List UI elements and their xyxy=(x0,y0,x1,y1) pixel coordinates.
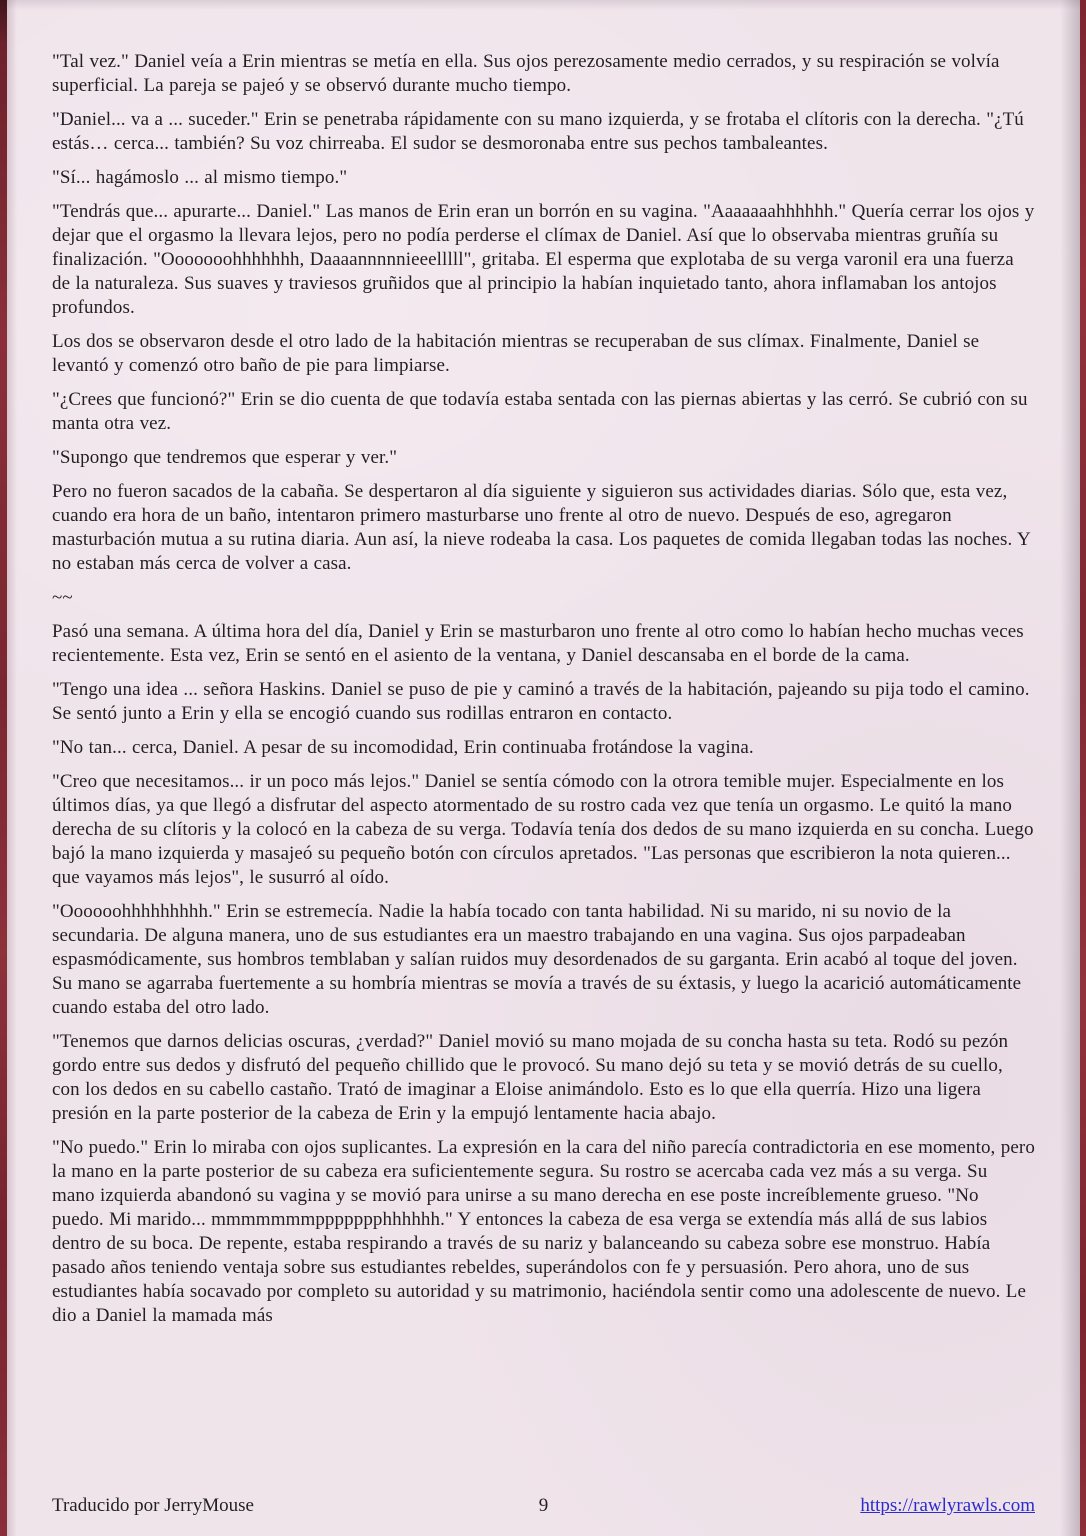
story-text-block xyxy=(52,50,1035,1338)
site-link-container xyxy=(548,1494,1035,1518)
paragraph: Pasó una semana. A última hora del día, Daniel y Erin se masturbaron uno frente al otro como lo habían hecho muchas veces recientemente. Esta vez, Erin se sentó en el asiento de la ventana, y Daniel descansaba en el borde de la cama. xyxy=(52,621,1024,666)
paragraph: "Creo que necesitamos... ir un poco más lejos." Daniel se sentía cómodo con la otrora temible mujer. Especialmente en los últimos días, ya que llegó a disfrutar del aspecto atormentado de su rostro cada vez que tenía un orgasmo. Le quitó la mano derecha de su clítoris y la colocó en la cabeza de su verga. Todavía tenía dos dedos de su mano izquierda en su concha. Luego bajó la mano izquierda y masajeó su pequeño botón con círculos apretados. "Las personas que escribieron la nota quieren... que vayamos más lejos", le susurró al oído. xyxy=(52,771,1034,888)
page-left-red-edge xyxy=(0,0,7,1536)
page-right-red-edge xyxy=(1080,0,1086,1536)
page-right-scan-shadow xyxy=(1060,0,1080,1536)
paragraph: "Tengo una idea ... señora Haskins. Daniel se puso de pie y caminó a través de la habitación, pajeando su pija todo el camino. Se sentó junto a Erin y ella se encogió cuando sus rodillas entraron en contacto. xyxy=(52,679,1030,724)
translator-credit: Traducido por JerryMouse xyxy=(52,1495,254,1516)
paragraph: "Tendrás que... apurarte... Daniel." Las manos de Erin eran un borrón en su vagina. "Aaaaaaahhhhhh." Quería cerrar los ojos y dejar que el orgasmo la llevara lejos, pero no podía perderse el clímax de Daniel. Así que lo observaba mientras gruñía su finalización. "Ooooooohhhhhhh, Daaaannnnnieeelllll", gritaba. El esperma que explotaba de su verga varonil era una fuerza de la naturaleza. Sus suaves y traviesos gruñidos que al principio la habían inquietado tanto, ahora inflamaban los antojos profundos. xyxy=(52,201,1035,318)
paragraph: "Supongo que tendremos que esperar y ver." xyxy=(52,447,398,468)
paragraph: "¿Crees que funcionó?" Erin se dio cuenta de que todavía estaba sentada con las piernas abiertas y las cerró. Se cubrió con su manta otra vez. xyxy=(52,389,1028,434)
section-separator: ~~ xyxy=(52,587,73,608)
paragraph: Pero no fueron sacados de la cabaña. Se despertaron al día siguiente y siguieron sus actividades diarias. Sólo que, esta vez, cuando era hora de un baño, intentaron primero masturbarse uno frente al otro de nuevo. Después de eso, agregaron masturbación mutua a su rutina diaria. Aun así, la nieve rodeaba la casa. Los paquetes de comida llegaban todas las noches. Y no estaban más cerca de volver a casa. xyxy=(52,481,1031,574)
page-footer xyxy=(52,1494,1035,1518)
paragraph: "Tal vez." Daniel veía a Erin mientras se metía en ella. Sus ojos perezosamente medio cerrados, y su respiración se volvía superficial. La pareja se pajeó y se observó durante mucho tiempo. xyxy=(52,51,1000,96)
paragraph: Los dos se observaron desde el otro lado de la habitación mientras se recuperaban de sus clímax. Finalmente, Daniel se levantó y comenzó otro baño de pie para limpiarse. xyxy=(52,331,980,376)
paragraph: "No tan... cerca, Daniel. A pesar de su incomodidad, Erin continuaba frotándose la vagina. xyxy=(52,737,754,758)
paragraph: "Sí... hagámoslo ... al mismo tiempo." xyxy=(52,167,348,188)
paragraph: "No puedo." Erin lo miraba con ojos suplicantes. La expresión en la cara del niño parecía contradictoria en ese momento, pero la mano en la parte posterior de su cabeza era suficientemente segura. Su rostro se acercaba cada vez más a su verga. Su mano izquierda abandonó su vagina y se movió para unirse a su mano derecha en ese poste increíblemente grueso. "No puedo. Mi marido... mmmmmmmppppppphhhhhh." Y entonces la cabeza de esa verga se extendía más allá de sus labios dentro de su boca. De repente, estaba respirando a través de su nariz y balanceando su cabeza sobre ese monstruo. Había pasado años teniendo ventaja sobre sus estudiantes rebeldes, superándolos con fe y persuasión. Pero ahora, uno de sus estudiantes había socavado por completo su autoridad y su matrimonio, haciéndola sentir como una adolescente de nuevo. Le dio a Daniel la mamada más xyxy=(52,1137,1035,1326)
paragraph: "Tenemos que darnos delicias oscuras, ¿verdad?" Daniel movió su mano mojada de su concha hasta su teta. Rodó su pezón gordo entre sus dedos y disfrutó del pequeño chillido que le provocó. Su mano dejó su teta y se movió detrás de su cuello, con los dedos en su cabello castaño. Trató de imaginar a Eloise animándolo. Esto es lo que ella querría. Hizo una ligera presión en la parte posterior de la cabeza de Erin y la empujó lentamente hacia abajo. xyxy=(52,1031,1009,1124)
paragraph: "Oooooohhhhhhhhh." Erin se estremecía. Nadie la había tocado con tanta habilidad. Ni su marido, ni su novio de la secundaria. De alguna manera, uno de sus estudiantes era un maestro trabajando en una vagina. Sus ojos parpadeaban espasmódicamente, sus hombros temblaban y salían ruidos muy desordenados de su garganta. Erin acabó al toque del joven. Su mano se agarraba fuertemente a su hombría mientras se movía a través de su éxtasis, y luego la acarició automáticamente cuando estaba del otro lado. xyxy=(52,901,1022,1018)
paragraph: "Daniel... va a ... suceder." Erin se penetraba rápidamente con su mano izquierda, y se frotaba el clítoris con la derecha. "¿Tú estás… cerca... también? Su voz chirreaba. El sudor se desmoronaba entre sus pechos tambaleantes. xyxy=(52,109,1024,154)
site-link[interactable]: https://rawlyrawls.com xyxy=(860,1495,1035,1516)
page-number: 9 xyxy=(538,1495,549,1516)
